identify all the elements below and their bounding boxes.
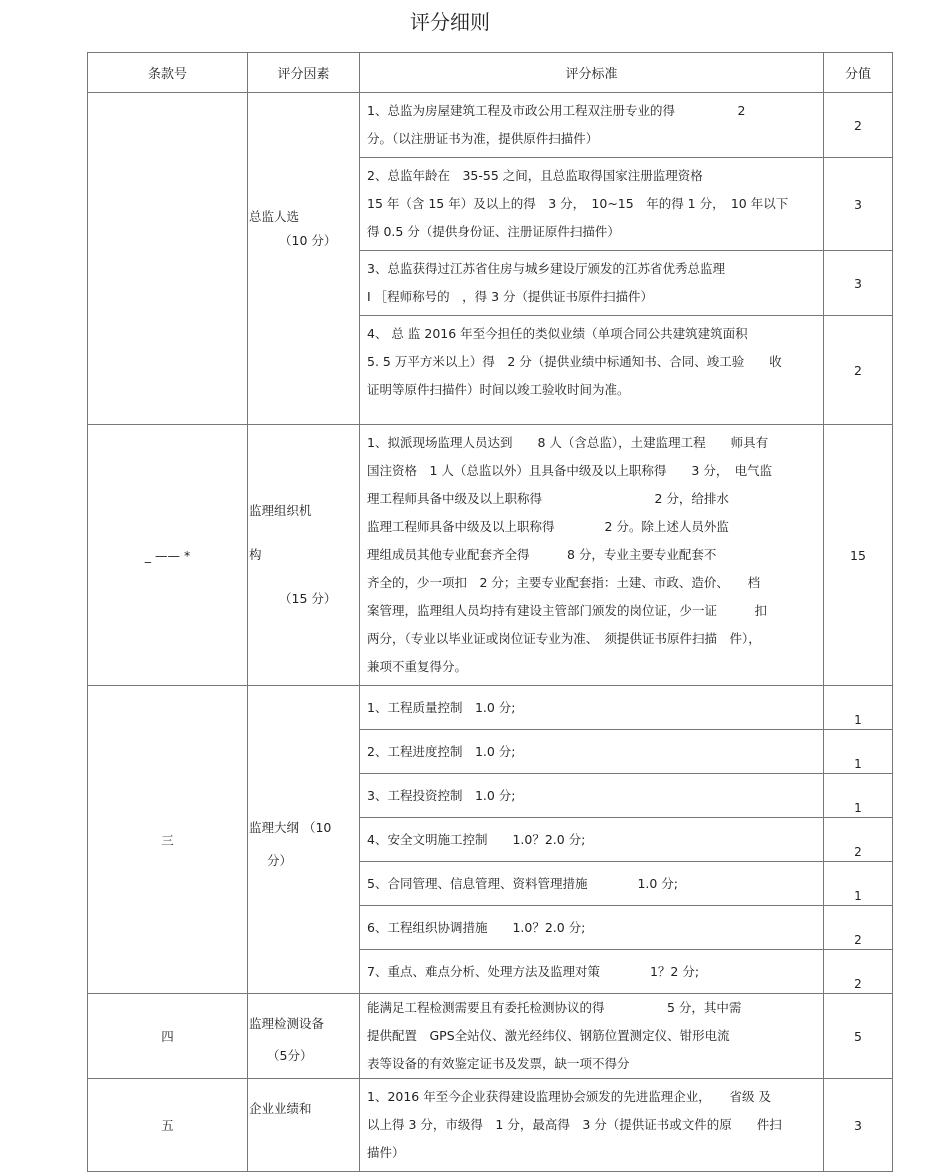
score-value: 3 bbox=[824, 158, 893, 251]
criteria-text: 4、安全文明施工控制 1.0？2.0 分; bbox=[360, 818, 824, 862]
criteria-text: 能满足工程检测需要且有委托检测协议的得 5 分，其中需 提供配置 GPS全站仪、激光经纬仪、钢筋位置测定仪、钳形电流 表等设备的有效鉴定证书及发票，缺一项不得分 bbox=[360, 994, 824, 1079]
factor-label: 监理检测设备 bbox=[249, 1016, 325, 1032]
criteria-text: 7、重点、难点分析、处理方法及监理对策 1？2 分; bbox=[360, 950, 824, 994]
factor-points: （5分） bbox=[267, 1048, 313, 1064]
header-score: 分值 bbox=[824, 53, 893, 93]
page-title: 评分细则 bbox=[410, 10, 490, 34]
factor-label: 企业业绩和 bbox=[249, 1101, 312, 1116]
criteria-text: 2、工程进度控制 1.0 分; bbox=[360, 730, 824, 774]
table-row bbox=[88, 994, 893, 1079]
table-row bbox=[88, 425, 893, 686]
factor-cell bbox=[248, 93, 360, 425]
score-value: 2 bbox=[824, 906, 893, 950]
clause-cell: 四 bbox=[88, 994, 248, 1079]
header-standard: 评分标准 bbox=[360, 53, 824, 93]
factor-cell bbox=[248, 994, 360, 1079]
table-row bbox=[88, 1079, 893, 1172]
factor-label: 构 bbox=[249, 547, 262, 562]
score-value: 2 bbox=[824, 316, 893, 425]
score-value: 2 bbox=[824, 950, 893, 994]
factor-label: 监理组织机 bbox=[249, 503, 312, 518]
factor-label: 监理大纲 （10 bbox=[249, 819, 332, 835]
criteria-text: 4、 总 监 2016 年至今担任的类似业绩（单项合同公共建筑建筑面积 5. 5 万平方米以上）得 2 分（提供业绩中标通知书、合同、竣工验 收 证明等原件扫描件）时间以竣工验收时间为准。 bbox=[360, 316, 824, 425]
score-value: 1 bbox=[824, 686, 893, 730]
criteria-text: 3、总监获得过江苏省住房与城乡建设厅颁发的江苏省优秀总监理 I ［程师称号的 ，得 3 分（提供证书原件扫描件） bbox=[360, 251, 824, 316]
factor-points: （10 分） bbox=[279, 232, 337, 248]
table-header-row bbox=[88, 53, 893, 93]
score-value: 15 bbox=[824, 425, 893, 686]
criteria-text: 1、2016 年至今企业获得建设监理协会颁发的先进监理企业， 省级 及 以上得 3 分，市级得 1 分，最高得 3 分（提供证书或文件的原 件扫 描件） bbox=[360, 1079, 824, 1172]
criteria-text: 6、工程组织协调措施 1.0？2.0 分; bbox=[360, 906, 824, 950]
score-value: 2 bbox=[824, 818, 893, 862]
criteria-text: 1、总监为房屋建筑工程及市政公用工程双注册专业的得 2 分。（以注册证书为准，提供原件扫描件） bbox=[360, 93, 824, 158]
header-clause: 条款号 bbox=[88, 53, 248, 93]
factor-label: 总监人选 bbox=[249, 209, 300, 224]
clause-cell: _ —— * bbox=[88, 425, 248, 686]
header-factor: 评分因素 bbox=[248, 53, 360, 93]
factor-cell bbox=[248, 686, 360, 994]
score-value: 3 bbox=[824, 1079, 893, 1172]
score-value: 1 bbox=[824, 730, 893, 774]
table-row bbox=[88, 93, 893, 158]
factor-cell bbox=[248, 1079, 360, 1172]
clause-cell: 三 bbox=[88, 686, 248, 994]
clause-cell: 五 bbox=[88, 1079, 248, 1172]
score-value: 3 bbox=[824, 251, 893, 316]
score-value: 1 bbox=[824, 774, 893, 818]
clause-cell bbox=[88, 93, 248, 425]
factor-cell bbox=[248, 425, 360, 686]
criteria-text: 3、工程投资控制 1.0 分; bbox=[360, 774, 824, 818]
criteria-text: 2、总监年龄在 35-55 之间，且总监取得国家注册监理资格 15 年（含 15 年）及以上的得 3 分， 10~15 年的得 1 分， 10 年以下 得 0.5 分（提供身份证、注册证原件扫描件） bbox=[360, 158, 824, 251]
scoring-table bbox=[87, 52, 893, 1172]
criteria-text: 5、合同管理、信息管理、资料管理措施 1.0 分; bbox=[360, 862, 824, 906]
score-value: 1 bbox=[824, 862, 893, 906]
factor-points: （15 分） bbox=[279, 591, 337, 606]
criteria-text: 1、拟派现场监理人员达到 8 人（含总监），土建监理工程 师具有 国注资格 1 人（总监以外）且具备中级及以上职称得 3 分， 电气监 理工程师具备中级及以上职称得 2 分，给排水 监理工程师具备中级及以上职称得 2 分。除上述人员外监 理组成员其他专业配套齐全得 8 分，专业主要专业配套不 齐全的，少一项扣 2 分；主要专业配套指：土建、市政、造价、 档 案管理，监理组人员均持有建设主管部门颁发的岗位证，少一证 扣 两分，（专业以毕业证或岗位证专业为准、 须提供证书原件扫描 件）， 兼项不重复得分。 bbox=[360, 425, 824, 686]
criteria-text: 1、工程质量控制 1.0 分; bbox=[360, 686, 824, 730]
score-value: 2 bbox=[824, 93, 893, 158]
factor-points: 分） bbox=[267, 852, 293, 868]
score-value: 5 bbox=[824, 994, 893, 1079]
table-row bbox=[88, 686, 893, 730]
